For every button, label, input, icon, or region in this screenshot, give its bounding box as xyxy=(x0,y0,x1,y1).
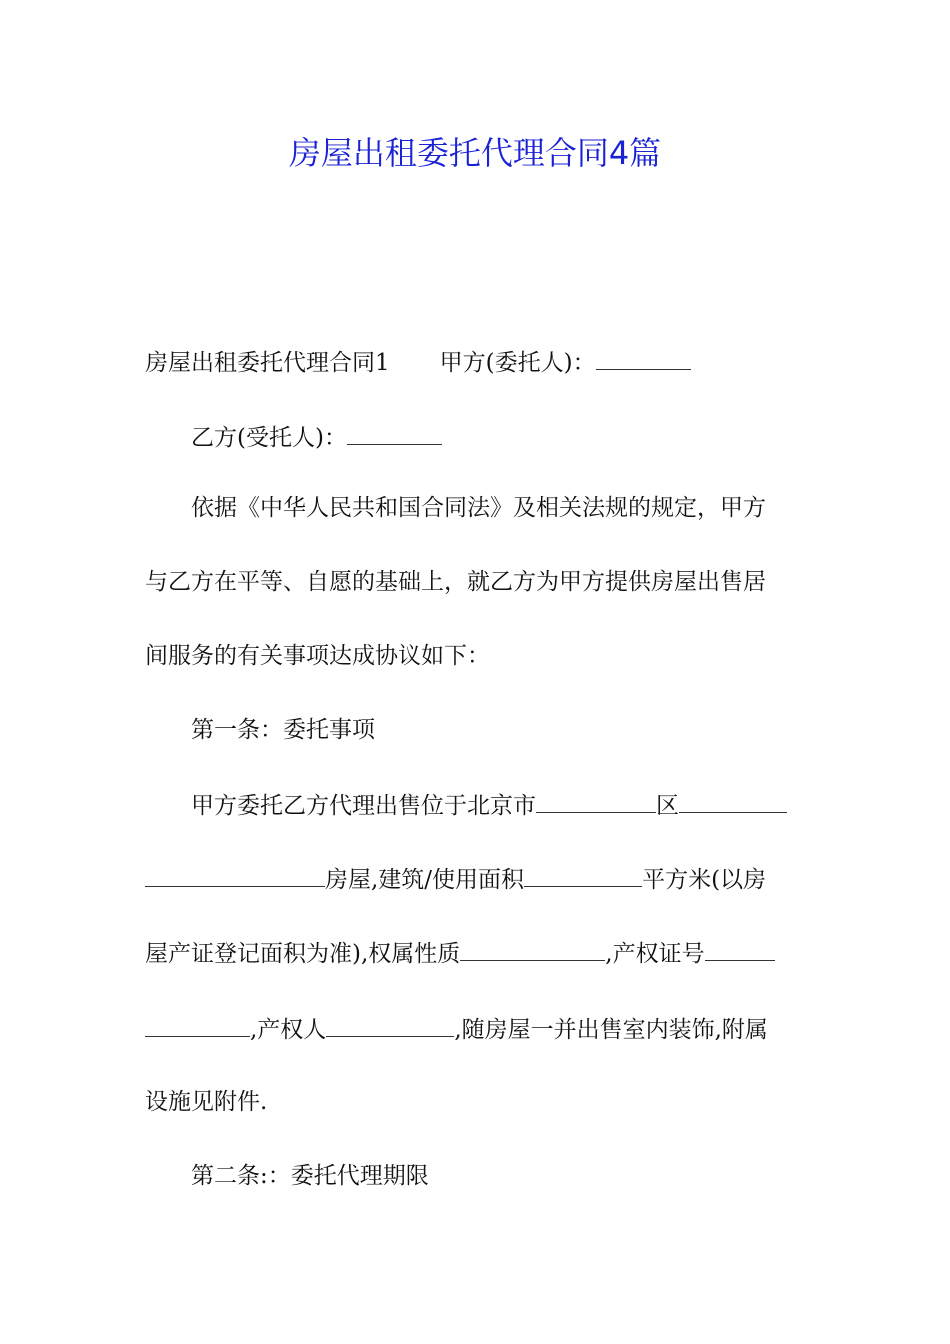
article-1-heading: 第一条：委托事项 xyxy=(191,717,375,743)
address-blank-continued xyxy=(145,860,325,887)
article-1-text: 区 xyxy=(656,793,679,819)
article-1-text: 平方米(以房 xyxy=(642,867,767,893)
article-1-line-4 xyxy=(145,1010,810,1046)
party-a-blank xyxy=(596,343,691,370)
contract-heading-line xyxy=(145,343,810,379)
article-1-text: 甲方委托乙方代理出售位于北京市 xyxy=(191,793,536,819)
preamble-line-2: 与乙方在平等、自愿的基础上，就乙方为甲方提供房屋出售居 xyxy=(145,569,766,595)
document-title: 房屋出租委托代理合同4篇 xyxy=(288,134,662,172)
preamble-line-1: 依据《中华人民共和国合同法》及相关法规的规定，甲方 xyxy=(191,495,766,521)
article-1-text: ,产权证号 xyxy=(605,941,705,967)
contract-heading: 房屋出租委托代理合同1 xyxy=(145,350,390,376)
owner-blank xyxy=(326,1010,454,1037)
party-a-label: 甲方(委托人)： xyxy=(439,350,596,376)
article-1-line-2 xyxy=(145,860,810,896)
article-1-line-3 xyxy=(145,934,810,970)
article-1-text: 房屋,建筑/使用面积 xyxy=(325,867,525,893)
preamble-line-3: 间服务的有关事项达成协议如下： xyxy=(145,643,490,669)
party-b-blank xyxy=(347,418,442,445)
article-1-text: ,产权人 xyxy=(250,1017,327,1043)
party-b-line xyxy=(145,418,810,454)
address-blank xyxy=(679,786,787,813)
article-2-heading: 第二条:：委托代理期限 xyxy=(191,1163,429,1189)
district-blank xyxy=(536,786,656,813)
certificate-number-blank xyxy=(705,934,775,961)
article-1-line-5: 设施见附件. xyxy=(145,1089,268,1115)
ownership-type-blank xyxy=(460,934,605,961)
certificate-number-blank-continued xyxy=(145,1010,250,1037)
party-b-label: 乙方(受托人)： xyxy=(191,425,347,451)
article-1-line-1 xyxy=(145,786,810,822)
area-blank xyxy=(524,860,642,887)
article-1-text: ,随房屋一并出售室内装饰,附属 xyxy=(454,1017,768,1043)
article-1-text: 屋产证登记面积为准),权属性质 xyxy=(145,941,461,967)
